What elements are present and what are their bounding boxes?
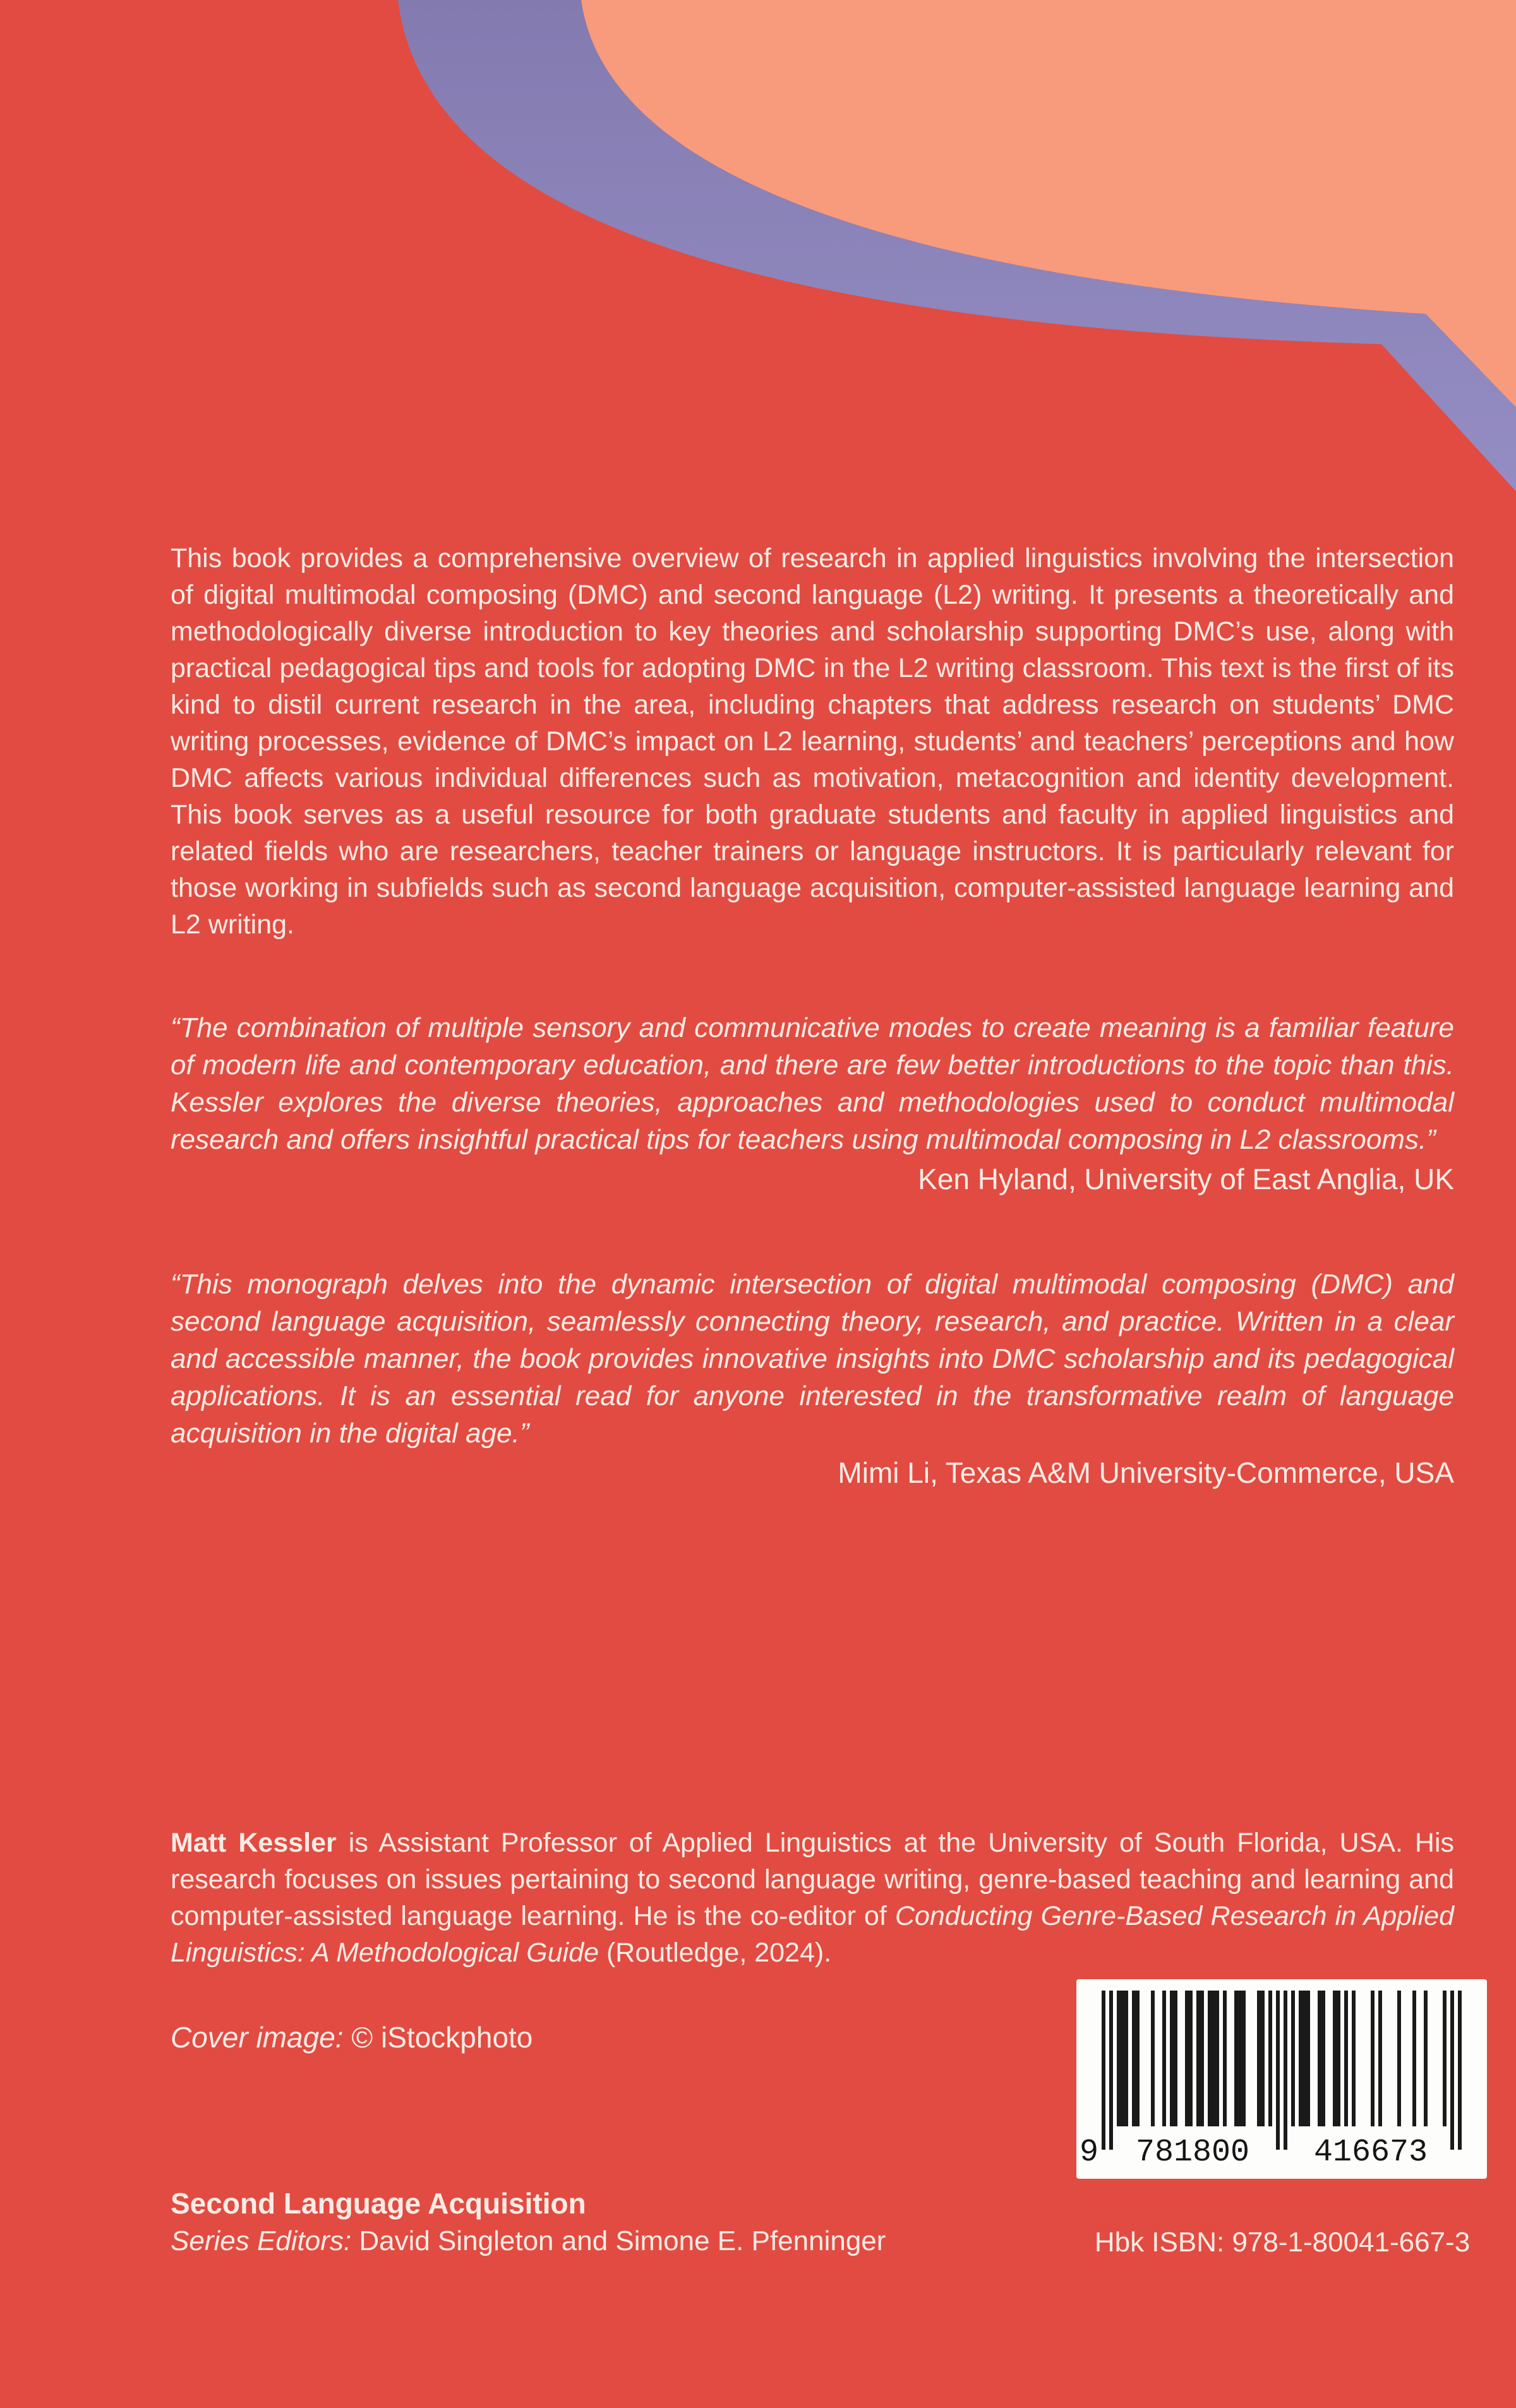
author-bio-end: (Routledge, 2024).: [599, 1938, 832, 1968]
series-title: Second Language Acquisition: [171, 2187, 586, 2220]
ean-lead-digit: 9: [1079, 2135, 1098, 2171]
hbk-isbn-line: Hbk ISBN: 978-1-80041-667-3: [1094, 2227, 1471, 2258]
author-name: Matt Kessler: [171, 1828, 337, 1858]
author-bio: [171, 1824, 1454, 1971]
series-editors-names: David Singleton and Simone E. Pfenninger: [351, 2225, 886, 2256]
series-editors-label: Series Editors:: [171, 2225, 352, 2256]
barcode-bars: [1102, 1991, 1462, 2151]
author-bio-book-title: Conducting Genre-Based Research in Applied Linguistics: A Methodological Guide: [171, 1901, 1454, 1968]
endorsement-1: [171, 1009, 1454, 1198]
cover-art-top-decoration: [0, 0, 1516, 568]
author-bio-text: is Assistant Professor of Applied Linguistics at the University of South Florida, USA. His research focuses on issues pertaining to second language writing, genre-based teaching and learning and computer-assisted language learning. He is the co-editor of: [171, 1828, 1454, 1931]
endorsement-2: [171, 1266, 1454, 1492]
endorsement-quote-1: “The combination of multiple sensory and communicative modes to create meaning is a familiar feature of modern life and contemporary education, and there are few better introductions to the topic than this. Kessler explores the diverse theories, approaches and methodologies used to conduct multimodal research and offers insightful practical tips for teachers using multimodal composing in L2 classrooms.”: [171, 1012, 1454, 1155]
book-blurb: This book provides a comprehensive overview of research in applied linguistics involving the intersection of digital multimodal composing (DMC) and second language (L2) writing. It presents a theoretically and methodologically diverse introduction to key theories and scholarship supporting DMC’s use, along with practical pedagogical tips and tools for adopting DMC in the L2 writing classroom. This text is the first of its kind to distil current research in the area, including chapters that address research on students’ DMC writing processes, evidence of DMC’s impact on L2 learning, students’ and teachers’ perceptions and how DMC affects various individual differences such as motivation, metacognition and identity development. This book serves as a useful resource for both graduate students and faculty in applied linguistics and related fields who are researchers, teacher trainers or language instructors. It is particularly relevant for those working in subfields such as second language acquisition, computer-assisted language learning and L2 writing.: [171, 543, 1454, 940]
ean-right-group: 416673: [1313, 2135, 1428, 2171]
ean-left-group: 781800: [1135, 2135, 1250, 2171]
endorsement-quote-2: “This monograph delves into the dynamic intersection of digital multimodal composing (DMC) and second language acquisition, seamlessly connecting theory, research, and practice. Written in a clear and accessible manner, the book provides innovative insights into DMC scholarship and its pedagogical applications. It is an essential read for anyone interested in the transformative realm of language acquisition in the digital age.”: [171, 1269, 1454, 1449]
cover-credit-label: Cover image:: [171, 2021, 344, 2054]
endorsement-attribution-2: Mimi Li, Texas A&M University-Commerce, USA: [838, 1456, 1454, 1489]
isbn-barcode: [1076, 1979, 1487, 2179]
endorsement-attribution-1: Ken Hyland, University of East Anglia, UK: [918, 1163, 1454, 1195]
cover-credit-value: © iStockphoto: [343, 2021, 533, 2054]
